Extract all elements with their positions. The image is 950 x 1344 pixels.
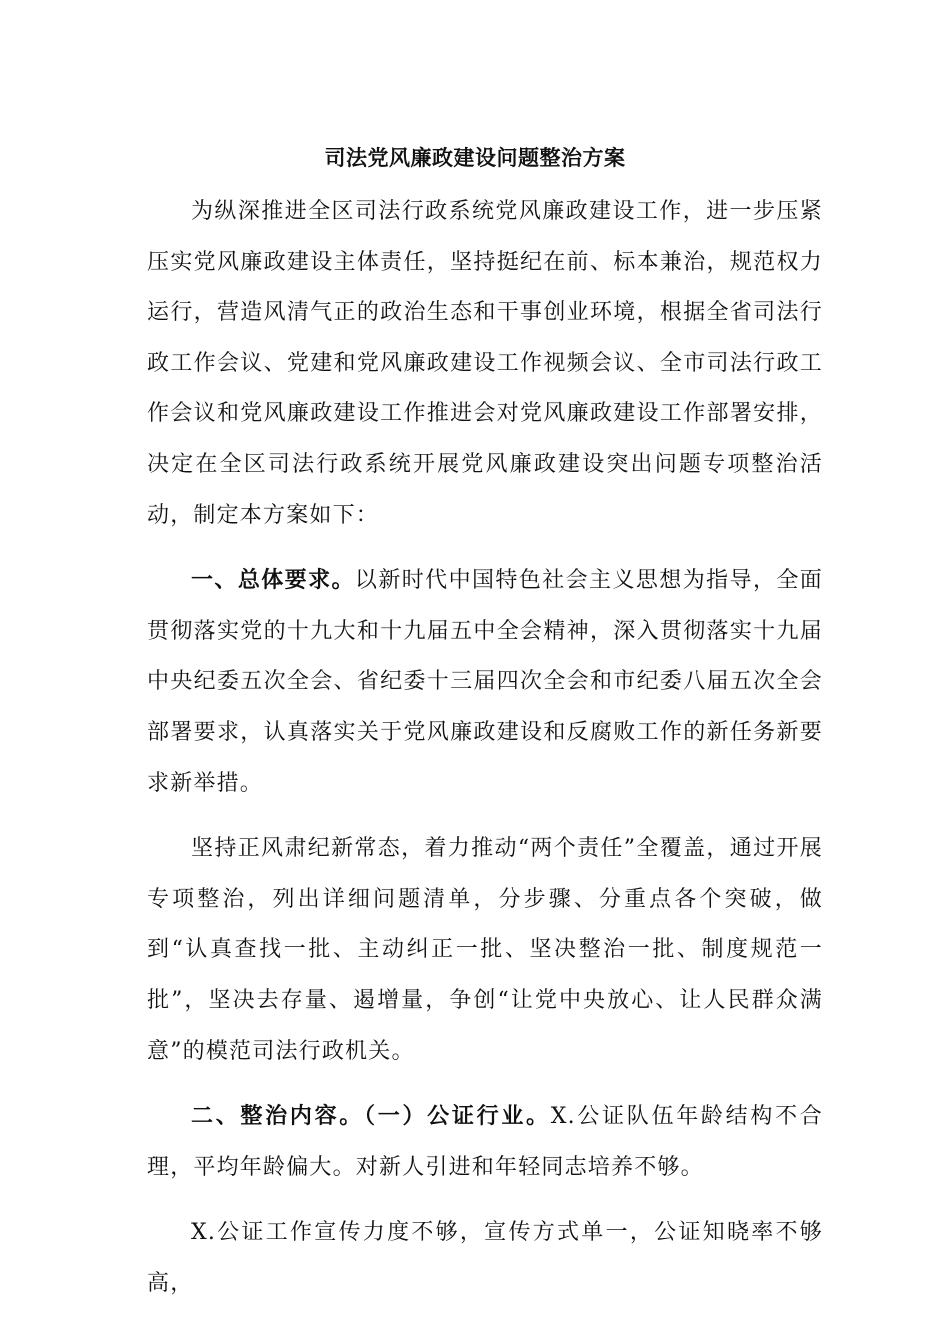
paragraph-general-requirements bbox=[147, 555, 823, 809]
paragraph-text: 以新时代中国特色社会主义思想为指导，全面贯彻落实党的十九大和十九届五中全会精神，深入贯彻落实十九届中央纪委五次全会、省纪委十三届四次全会和市纪委八届五次全会部署要求，认真落实关于党风廉政建设和反腐败工作的新任务新要求新举措。 bbox=[147, 568, 823, 796]
paragraph-text: X.公证队伍年龄结构不合理，平均年龄偏大。对新人引进和年轻同志培养不够。 bbox=[147, 1104, 823, 1180]
paragraph-rectification-content bbox=[147, 1091, 823, 1193]
section-heading: 二、整治内容。（一）公证行业。 bbox=[191, 1103, 551, 1130]
paragraph-text: 为纵深推进全区司法行政系统党风廉政建设工作，进一步压紧压实党风廉政建设主体责任，坚持挺纪在前、标本兼治，规范权力运行，营造风清气正的政治生态和干事创业环境，根据全省司法行政工作会议、党建和党风廉政建设工作视频会议、全市司法行政工作会议和党风廉政建设工作推进会对党风廉政建设工作部署安排，决定在全区司法行政系统开展党风廉政建设突出问题专项整治活动，制定本方案如下： bbox=[147, 199, 823, 528]
section-heading: 一、总体要求。 bbox=[191, 567, 355, 594]
paragraph-intro bbox=[147, 186, 823, 541]
document-body bbox=[147, 186, 823, 1323]
paragraph-text: 坚持正风肃纪新常态，着力推动“两个责任”全覆盖，通过开展专项整治，列出详细问题清单，分步骤、分重点各个突破，做到“认真查找一批、主动纠正一批、坚决整治一批、制度规范一批”，坚决去存量、遏增量，争创“让党中央放心、让人民群众满意”的模范司法行政机关。 bbox=[147, 836, 823, 1064]
paragraph-text: X.公证工作宣传力度不够，宣传方式单一，公证知晓率不够高， bbox=[147, 1220, 823, 1296]
document-title: 司法党风廉政建设问题整治方案 bbox=[324, 145, 626, 170]
paragraph-notary-publicity bbox=[147, 1207, 823, 1309]
paragraph-discipline bbox=[147, 823, 823, 1077]
